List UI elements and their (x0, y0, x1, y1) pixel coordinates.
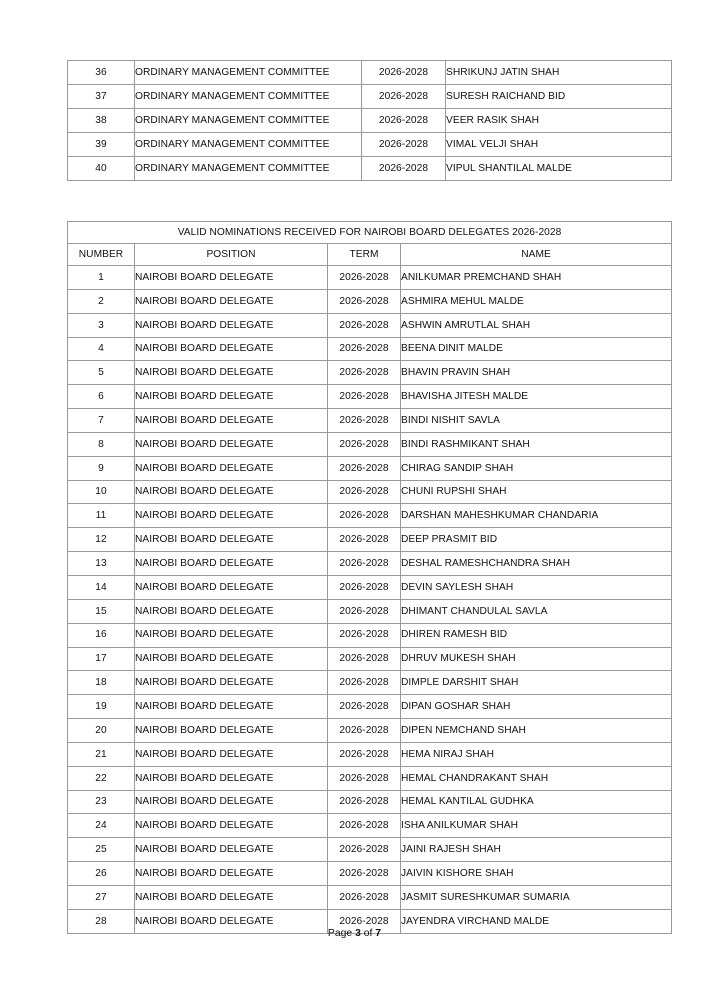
cell-term: 2026-2028 (328, 766, 401, 790)
cell-number: 7 (68, 409, 135, 433)
column-header-number: NUMBER (68, 244, 135, 266)
table-row (68, 885, 672, 909)
cell-position: NAIROBI BOARD DELEGATE (135, 361, 328, 385)
cell-name: HEMA NIRAJ SHAH (401, 742, 672, 766)
cell-number: 37 (68, 85, 135, 109)
footer-total-pages: 7 (375, 928, 382, 939)
delegates-table-header-row (68, 244, 672, 266)
cell-name: VEER RASIK SHAH (446, 109, 672, 133)
cell-position: NAIROBI BOARD DELEGATE (135, 599, 328, 623)
cell-term: 2026-2028 (328, 289, 401, 313)
cell-position: NAIROBI BOARD DELEGATE (135, 528, 328, 552)
cell-position: NAIROBI BOARD DELEGATE (135, 838, 328, 862)
cell-name: ASHMIRA MEHUL MALDE (401, 289, 672, 313)
cell-number: 5 (68, 361, 135, 385)
cell-position: NAIROBI BOARD DELEGATE (135, 862, 328, 886)
cell-name: JAYENDRA VIRCHAND MALDE (401, 909, 672, 933)
cell-term: 2026-2028 (328, 671, 401, 695)
cell-term: 2026-2028 (362, 133, 446, 157)
cell-position: NAIROBI BOARD DELEGATE (135, 671, 328, 695)
cell-position: ORDINARY MANAGEMENT COMMITTEE (135, 157, 362, 181)
cell-number: 26 (68, 862, 135, 886)
cell-number: 4 (68, 337, 135, 361)
cell-position: ORDINARY MANAGEMENT COMMITTEE (135, 109, 362, 133)
cell-number: 16 (68, 623, 135, 647)
cell-number: 22 (68, 766, 135, 790)
cell-name: SURESH RAICHAND BID (446, 85, 672, 109)
cell-position: NAIROBI BOARD DELEGATE (135, 790, 328, 814)
cell-name: JASMIT SURESHKUMAR SUMARIA (401, 885, 672, 909)
cell-name: BHAVISHA JITESH MALDE (401, 385, 672, 409)
table-row (68, 623, 672, 647)
cell-term: 2026-2028 (328, 599, 401, 623)
cell-term: 2026-2028 (328, 909, 401, 933)
cell-name: HEMAL KANTILAL GUDHKA (401, 790, 672, 814)
cell-term: 2026-2028 (328, 385, 401, 409)
cell-term: 2026-2028 (328, 313, 401, 337)
cell-name: DEEP PRASMIT BID (401, 528, 672, 552)
cell-term: 2026-2028 (328, 575, 401, 599)
table-row (68, 575, 672, 599)
cell-number: 3 (68, 313, 135, 337)
management-committee-table (67, 60, 672, 181)
management-committee-table-body (68, 61, 672, 181)
table-row (68, 361, 672, 385)
cell-number: 21 (68, 742, 135, 766)
cell-position: NAIROBI BOARD DELEGATE (135, 766, 328, 790)
table-row (68, 838, 672, 862)
cell-number: 23 (68, 790, 135, 814)
cell-position: NAIROBI BOARD DELEGATE (135, 719, 328, 743)
cell-number: 13 (68, 552, 135, 576)
delegates-table-title: VALID NOMINATIONS RECEIVED FOR NAIROBI BOARD DELEGATES 2026-2028 (68, 222, 672, 244)
cell-number: 18 (68, 671, 135, 695)
cell-name: HEMAL CHANDRAKANT SHAH (401, 766, 672, 790)
cell-term: 2026-2028 (328, 480, 401, 504)
footer-prefix: Page (327, 928, 356, 939)
cell-position: ORDINARY MANAGEMENT COMMITTEE (135, 133, 362, 157)
cell-name: DIPEN NEMCHAND SHAH (401, 719, 672, 743)
cell-term: 2026-2028 (328, 838, 401, 862)
cell-number: 14 (68, 575, 135, 599)
table-row (68, 599, 672, 623)
cell-number: 25 (68, 838, 135, 862)
cell-number: 8 (68, 432, 135, 456)
table-row (68, 862, 672, 886)
footer-middle: of (360, 928, 376, 939)
cell-position: ORDINARY MANAGEMENT COMMITTEE (135, 61, 362, 85)
table-row (68, 289, 672, 313)
cell-name: BINDI RASHMIKANT SHAH (401, 432, 672, 456)
cell-name: DIPAN GOSHAR SHAH (401, 695, 672, 719)
cell-position: NAIROBI BOARD DELEGATE (135, 885, 328, 909)
table-row (68, 504, 672, 528)
cell-term: 2026-2028 (328, 647, 401, 671)
cell-position: NAIROBI BOARD DELEGATE (135, 504, 328, 528)
cell-number: 2 (68, 289, 135, 313)
cell-name: VIMAL VELJI SHAH (446, 133, 672, 157)
cell-number: 24 (68, 814, 135, 838)
cell-name: ISHA ANILKUMAR SHAH (401, 814, 672, 838)
cell-name: DHRUV MUKESH SHAH (401, 647, 672, 671)
cell-name: BEENA DINIT MALDE (401, 337, 672, 361)
cell-number: 17 (68, 647, 135, 671)
table-row (68, 109, 672, 133)
table-row (68, 337, 672, 361)
cell-position: NAIROBI BOARD DELEGATE (135, 266, 328, 290)
cell-position: NAIROBI BOARD DELEGATE (135, 337, 328, 361)
cell-name: SHRIKUNJ JATIN SHAH (446, 61, 672, 85)
cell-term: 2026-2028 (328, 456, 401, 480)
cell-name: BHAVIN PRAVIN SHAH (401, 361, 672, 385)
column-header-name: NAME (401, 244, 672, 266)
cell-position: NAIROBI BOARD DELEGATE (135, 289, 328, 313)
cell-term: 2026-2028 (362, 109, 446, 133)
cell-term: 2026-2028 (362, 61, 446, 85)
cell-position: NAIROBI BOARD DELEGATE (135, 742, 328, 766)
cell-position: NAIROBI BOARD DELEGATE (135, 409, 328, 433)
cell-term: 2026-2028 (328, 337, 401, 361)
table-row (68, 456, 672, 480)
cell-number: 27 (68, 885, 135, 909)
cell-term: 2026-2028 (328, 504, 401, 528)
cell-name: ANILKUMAR PREMCHAND SHAH (401, 266, 672, 290)
cell-term: 2026-2028 (328, 432, 401, 456)
cell-position: NAIROBI BOARD DELEGATE (135, 313, 328, 337)
table-row (68, 313, 672, 337)
cell-number: 9 (68, 456, 135, 480)
table-row (68, 671, 672, 695)
nairobi-board-delegates-table (67, 221, 672, 934)
cell-position: NAIROBI BOARD DELEGATE (135, 456, 328, 480)
cell-number: 1 (68, 266, 135, 290)
table-row (68, 742, 672, 766)
table-row (68, 409, 672, 433)
cell-term: 2026-2028 (328, 814, 401, 838)
cell-term: 2026-2028 (328, 862, 401, 886)
cell-number: 40 (68, 157, 135, 181)
cell-name: DIMPLE DARSHIT SHAH (401, 671, 672, 695)
cell-term: 2026-2028 (328, 361, 401, 385)
cell-term: 2026-2028 (328, 719, 401, 743)
cell-term: 2026-2028 (328, 695, 401, 719)
cell-position: ORDINARY MANAGEMENT COMMITTEE (135, 85, 362, 109)
column-header-position: POSITION (135, 244, 328, 266)
cell-term: 2026-2028 (362, 85, 446, 109)
cell-position: NAIROBI BOARD DELEGATE (135, 647, 328, 671)
table-row (68, 647, 672, 671)
cell-name: CHIRAG SANDIP SHAH (401, 456, 672, 480)
cell-name: DESHAL RAMESHCHANDRA SHAH (401, 552, 672, 576)
cell-position: NAIROBI BOARD DELEGATE (135, 432, 328, 456)
cell-term: 2026-2028 (328, 742, 401, 766)
table-row (68, 814, 672, 838)
cell-term: 2026-2028 (328, 790, 401, 814)
delegates-table-body (68, 266, 672, 934)
cell-term: 2026-2028 (328, 552, 401, 576)
cell-name: BINDI NISHIT SAVLA (401, 409, 672, 433)
cell-position: NAIROBI BOARD DELEGATE (135, 909, 328, 933)
cell-position: NAIROBI BOARD DELEGATE (135, 695, 328, 719)
table-row (68, 719, 672, 743)
cell-position: NAIROBI BOARD DELEGATE (135, 480, 328, 504)
cell-name: JAINI RAJESH SHAH (401, 838, 672, 862)
cell-number: 28 (68, 909, 135, 933)
table-row (68, 790, 672, 814)
cell-term: 2026-2028 (328, 885, 401, 909)
cell-number: 10 (68, 480, 135, 504)
table-row (68, 133, 672, 157)
cell-number: 15 (68, 599, 135, 623)
cell-name: CHUNI RUPSHI SHAH (401, 480, 672, 504)
delegates-table-title-row (68, 222, 672, 244)
table-row (68, 85, 672, 109)
table-row (68, 552, 672, 576)
cell-name: DHIMANT CHANDULAL SAVLA (401, 599, 672, 623)
cell-number: 12 (68, 528, 135, 552)
cell-name: DHIREN RAMESH BID (401, 623, 672, 647)
table-row (68, 480, 672, 504)
cell-name: ASHWIN AMRUTLAL SHAH (401, 313, 672, 337)
cell-number: 20 (68, 719, 135, 743)
table-row (68, 61, 672, 85)
cell-position: NAIROBI BOARD DELEGATE (135, 814, 328, 838)
table-row (68, 266, 672, 290)
table-row (68, 695, 672, 719)
cell-term: 2026-2028 (328, 623, 401, 647)
cell-position: NAIROBI BOARD DELEGATE (135, 575, 328, 599)
cell-number: 11 (68, 504, 135, 528)
footer-current-page: 3 (355, 928, 361, 939)
table-row (68, 766, 672, 790)
page-footer (0, 928, 709, 939)
cell-number: 39 (68, 133, 135, 157)
table-row (68, 432, 672, 456)
cell-term: 2026-2028 (328, 528, 401, 552)
cell-number: 19 (68, 695, 135, 719)
cell-number: 36 (68, 61, 135, 85)
cell-position: NAIROBI BOARD DELEGATE (135, 623, 328, 647)
cell-number: 6 (68, 385, 135, 409)
cell-number: 38 (68, 109, 135, 133)
cell-name: DARSHAN MAHESHKUMAR CHANDARIA (401, 504, 672, 528)
table-row (68, 385, 672, 409)
column-header-term: TERM (328, 244, 401, 266)
table-row (68, 157, 672, 181)
cell-name: DEVIN SAYLESH SHAH (401, 575, 672, 599)
cell-term: 2026-2028 (328, 409, 401, 433)
cell-position: NAIROBI BOARD DELEGATE (135, 385, 328, 409)
cell-term: 2026-2028 (328, 266, 401, 290)
cell-term: 2026-2028 (362, 157, 446, 181)
cell-name: JAIVIN KISHORE SHAH (401, 862, 672, 886)
cell-position: NAIROBI BOARD DELEGATE (135, 552, 328, 576)
table-row (68, 528, 672, 552)
cell-name: VIPUL SHANTILAL MALDE (446, 157, 672, 181)
